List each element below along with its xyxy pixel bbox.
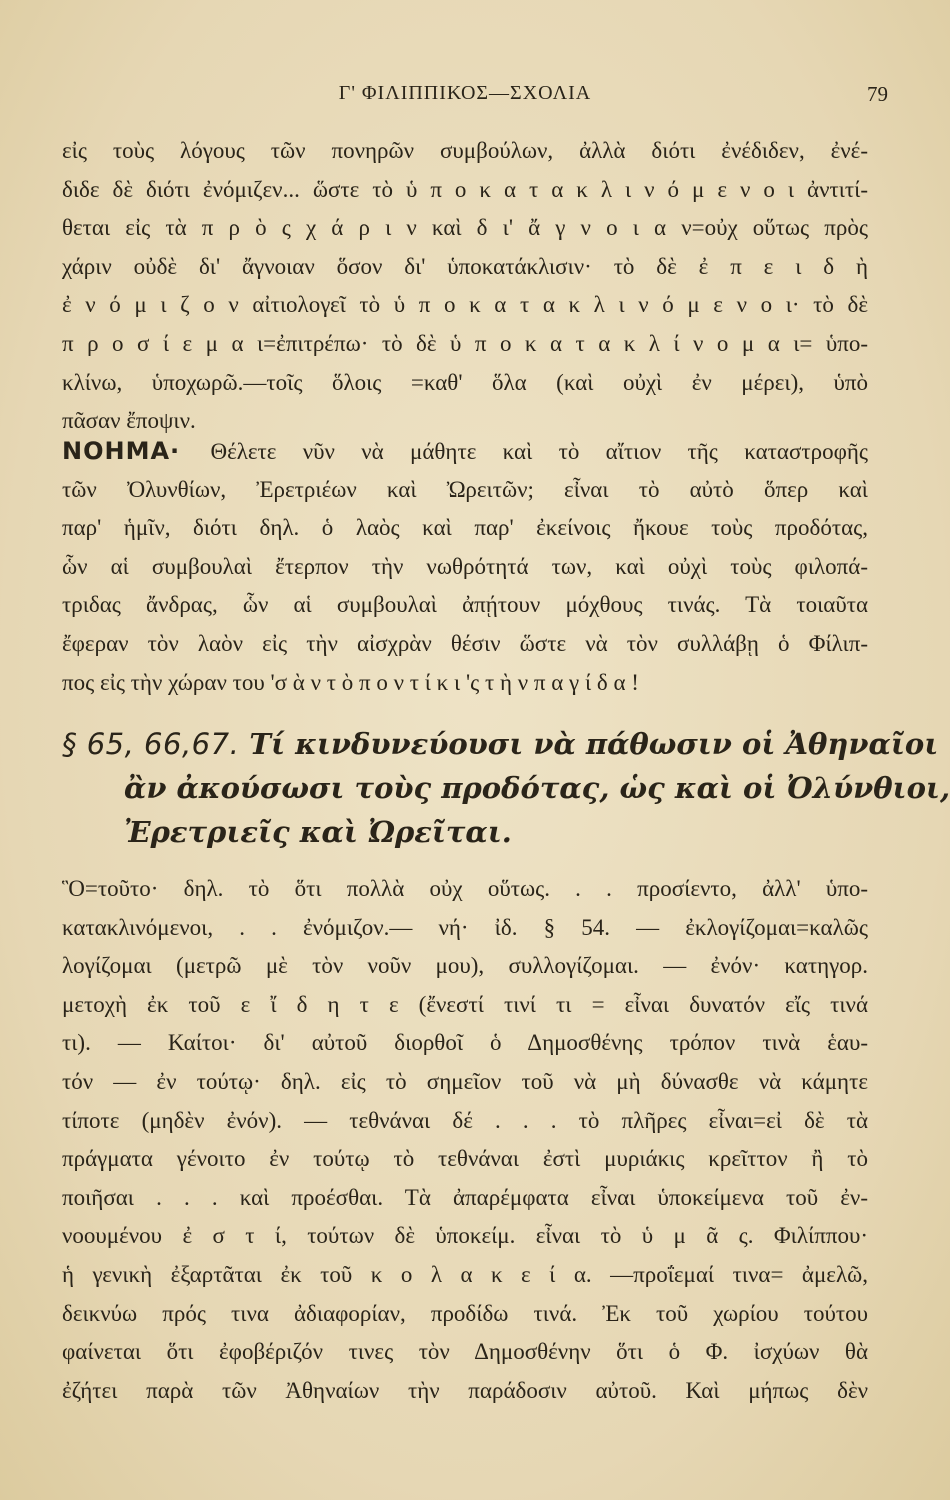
noima-first-line-text: Θέλετε νῦν νὰ μάθητε καὶ τὸ αἴτιον τῆς καταστροφῆς [210,439,868,464]
text-line: τῶν Ὀλυνθίων, Ἐρετριέων καὶ Ὠρειτῶν; εἶναι τὸ αὐτὸ ὅπερ καὶ [62,476,868,502]
text-line: κατακλινόμενοι, . . ἐνόμιζον.— νή· ἰδ. § 54. — ἐκλογίζομαι=καλῶς [62,914,868,940]
text-line: νοουμένου ἐ σ τ ί, τούτων δὲ ὑποκείμ. εἶναι τὸ ὑ μ ᾶ ς. Φιλίππου· [62,1223,868,1249]
noima-label: ΝΟΗΜΑ· [62,437,181,465]
text-line: ἐ ν ό μ ι ζ ο ν αἰτιολογεῖ τὸ ὑ π ο κ α τ α κ λ ι ν ό μ ε ν ο ι· τὸ δὲ [62,292,868,318]
text-line: κλίνω, ὑποχωρῶ.—τοῖς ὅλοις =καθ' ὅλα (καὶ οὐχὶ ἐν μέρει), ὑπὸ [62,369,868,395]
text-line: πᾶσαν ἔποψιν. [62,408,196,434]
section-heading-line-3: Ἐρετριεῖς καὶ Ὠρεῖται. [124,815,512,849]
page-header [70,82,888,112]
text-line: πος εἰς τὴν χώραν του 'σ ὰ ν τ ὸ π ο ν τ ί κ ι 'ς τ ὴ ν π α γ ί δ α ! [62,669,639,695]
paragraph-commentary-2 [62,870,868,1410]
page-number: 79 [867,82,888,106]
text-line: Ὃ=τοῦτο· δηλ. τὸ ὅτι πολλὰ οὐχ οὕτως. . . προσίεντο, ἀλλ' ὑπο- [62,876,868,901]
section-heading-line-1 [62,722,939,766]
text-line: διδε δὲ διότι ἐνόμιζεν... ὥστε τὸ ὑ π ο κ α τ α κ λ ι ν ό μ ε ν ο ι ἀντιτί- [62,176,868,202]
text-line: πράγματα γένοιτο ἐν τούτῳ τὸ τεθνάναι ἐστὶ μυριάκις κρεῖττον ἢ τὸ [62,1146,868,1172]
text-line: χάριν οὐδὲ δι' ἄγνοιαν ὅσον δι' ὑποκατάκλισιν· τὸ δὲ ἐ π ε ι δ ὴ [62,253,868,279]
section-heading-text-1: Τί κινδυνεύουσι νὰ πάθωσιν οἱ Ἀθηναῖοι [249,727,939,761]
running-title: Γ' ΦΙΛΙΠΠΙΚΟΣ—ΣΧΟΛΙΑ [338,82,592,104]
text-line: δεικνύω πρός τινα ἀδιαφορίαν, προδίδω τινά. Ἐκ τοῦ χωρίου τούτου [62,1300,868,1326]
text-line: ποιῆσαι . . . καὶ προέσθαι. Τὰ ἀπαρέμφατα εἶναι ὑποκείμενα τοῦ ἐν- [62,1184,868,1210]
text-line: ὧν αἱ συμβουλαὶ ἔτερπον τὴν νωθρότητά των, καὶ οὐχὶ τοὺς φιλοπά- [62,553,868,579]
text-line: ἡ γενικὴ ἐξαρτᾶται ἐκ τοῦ κ ο λ α κ ε ί α. —προΐεμαί τινα= ἀμελῶ, [62,1261,868,1287]
text-line: τόν — ἐν τούτῳ· δηλ. εἰς τὸ σημεῖον τοῦ νὰ μὴ δύνασθε νὰ κάμητε [62,1068,868,1094]
noima-first-line [62,432,868,471]
text-line: εἰς τοὺς λόγους τῶν πονηρῶν συμβούλων, ἀλλὰ διότι ἐνέδιδεν, ἐνέ- [62,138,868,163]
section-heading [62,722,950,854]
text-line: τριδας ἄνδρας, ὧν αἱ συμβουλαὶ ἀπῄτουν μόχθους τινάς. Τὰ τοιαῦτα [62,592,868,618]
text-line: φαίνεται ὅτι ἐφοβέριζόν τινες τὸν Δημοσθένην ὅτι ὁ Φ. ἰσχύων θὰ [62,1339,868,1365]
text-line: ἐζήτει παρὰ τῶν Ἀθηναίων τὴν παράδοσιν αὐτοῦ. Καὶ μήπως δὲν [62,1377,868,1403]
section-heading-line-2: ἂν ἀκούσωσι τοὺς προδότας, ὡς καὶ οἱ Ὀλύνθιοι, [124,771,950,805]
text-line: π ρ ο σ ί ε μ α ι=ἐπιτρέπω· τὸ δὲ ὑ π ο κ α τ α κ λ ί ν ο μ α ι= ὑπο- [62,330,868,356]
text-line: θεται εἰς τὰ π ρ ὸ ς χ ά ρ ι ν καὶ δ ι' ἄ γ ν ο ι α ν=οὐχ οὕτως πρὸς [62,215,868,241]
text-line: τι). — Καίτοι· δι' αὐτοῦ διορθοῖ ὁ Δημοσθένης τρόπον τινὰ ἑαυ- [62,1030,868,1056]
text-line: παρ' ἡμῖν, διότι δηλ. ὁ λαὸς καὶ παρ' ἐκείνοις ἤκουε τοὺς προδότας, [62,515,868,541]
text-line: λογίζομαι (μετρῶ μὲ τὸν νοῦν μου), συλλογίζομαι. — ἐνόν· κατηγορ. [62,953,868,979]
text-line: τίποτε (μηδὲν ἐνόν). — τεθνάναι δέ . . . τὸ πλῆρες εἶναι=εἰ δὲ τὰ [62,1107,868,1133]
text-line: ἔφεραν τὸν λαὸν εἰς τὴν αἰσχρὰν θέσιν ὥστε νὰ τὸν συλλάβῃ ὁ Φίλιπ- [62,630,868,656]
text-line: μετοχὴ ἐκ τοῦ ε ἴ δ η τ ε (ἔνεστί τινί τι = εἶναι δυνατόν εἴς τινά [62,991,868,1017]
paragraph-noima [62,432,868,702]
paragraph-commentary-1 [62,132,868,441]
section-number: § 65, 66,67. [62,727,240,761]
